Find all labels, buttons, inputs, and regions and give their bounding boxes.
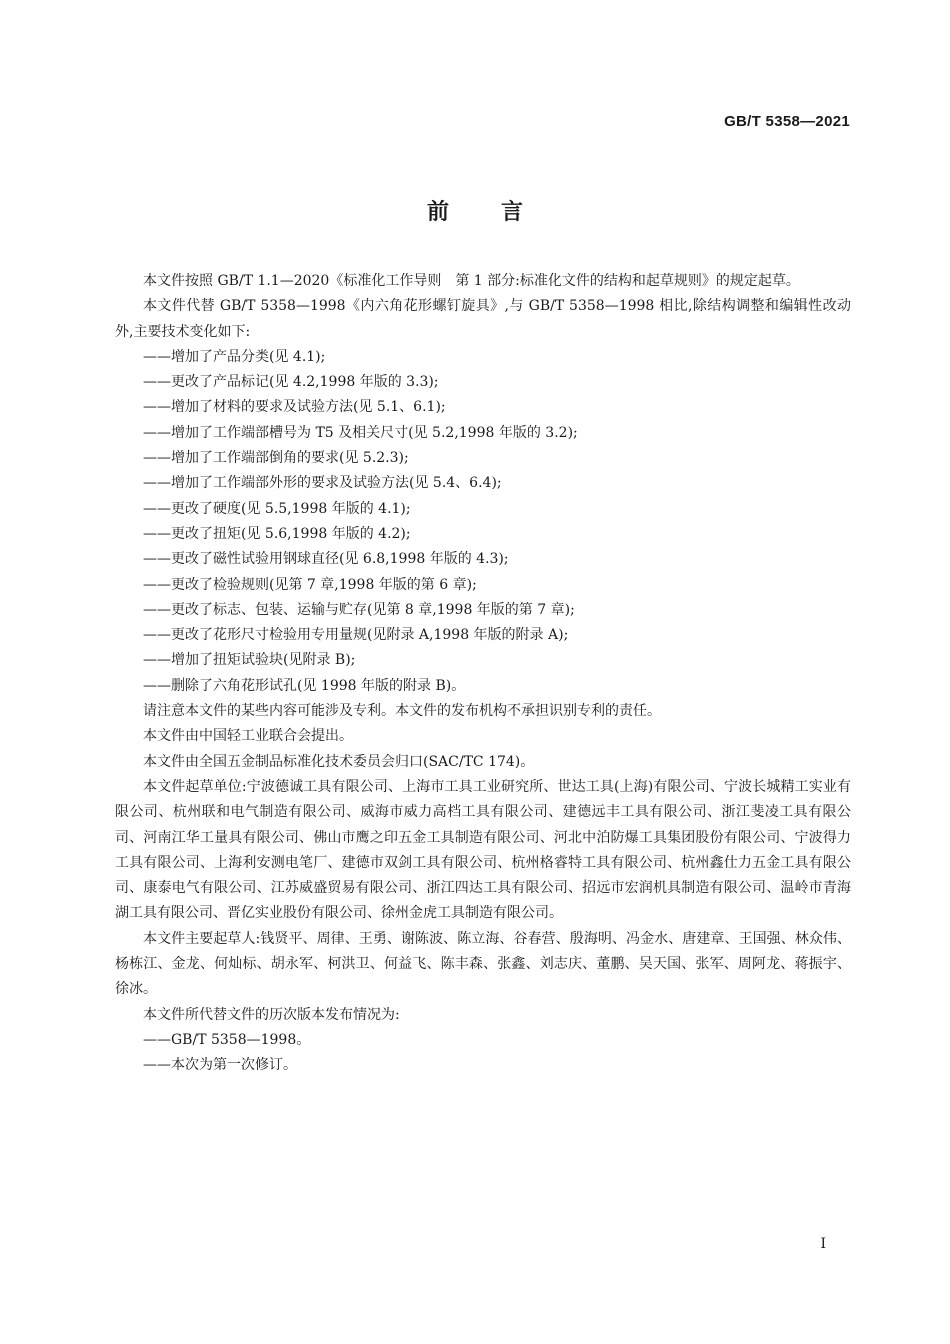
paragraph-drafters: 本文件主要起草人:钱贤平、周律、王勇、谢陈波、陈立海、谷春营、殷海明、冯金水、唐建章、王国强、林众伟、杨栋江、金龙、何灿标、胡永军、柯洪卫、何益飞、陈丰森、张鑫、刘志庆、董鹏、吴天国、张军、周阿龙、蒋振宇、徐冰。 [115,930,851,998]
page-title: 前言 [426,200,575,225]
change-item: ——增加了工作端部倒角的要求(见 5.2.3); [143,450,409,467]
change-item: ——更改了扭矩(见 5.6,1998 年版的 4.2); [143,525,411,542]
change-item: ——更改了花形尺寸检验用专用量规(见附录 A,1998 年版的附录 A); [143,627,569,644]
history-item: ——GB/T 5358—1998。 [143,1031,311,1048]
change-item: ——删除了六角花形试孔(见 1998 年版的附录 B)。 [143,677,466,694]
paragraph-drafting-basis: 本文件按照 GB/T 1.1—2020《标准化工作导则 第 1 部分:标准化文件的结构和起草规则》的规定起草。 [143,273,800,289]
change-item: ——增加了产品分类(见 4.1); [143,348,326,365]
paragraph-centralized: 本文件由全国五金制品标准化技术委员会归口(SAC/TC 174)。 [143,753,535,770]
paragraph-drafting-units: 本文件起草单位:宁波德诚工具有限公司、上海市工具工业研究所、世达工具(上海)有限公司、宁波长城精工实业有限公司、杭州联和电气制造有限公司、威海市威力高档工具有限公司、建德远丰工具有限公司、浙江斐凌工具有限公司、河南江华工量具有限公司、佛山市鹰之印五金工具制造有限公司、河北中泊防爆工具集团股份有限公司、宁波得力工具有限公司、上海利安测电笔厂、建德市双剑工具有限公司、杭州格睿特工具有限公司、杭州鑫仕力五金工具有限公司、康泰电气有限公司、江苏威盛贸易有限公司、浙江四达工具有限公司、招远市宏润机具制造有限公司、温岭市青海湖工具有限公司、晋亿实业股份有限公司、徐州金虎工具制造有限公司。 [115,778,851,922]
change-item: ——更改了检验规则(见第 7 章,1998 年版的第 6 章); [143,576,477,593]
paragraph-history-intro: 本文件所代替文件的历次版本发布情况为: [143,1006,400,1023]
foreword-body [115,269,851,1079]
paragraph-patent-notice: 请注意本文件的某些内容可能涉及专利。本文件的发布机构不承担识别专利的责任。 [143,703,661,720]
change-item: ——增加了工作端部外形的要求及试验方法(见 5.4、6.4); [143,475,502,492]
paragraph-proposer: 本文件由中国轻工业联合会提出。 [143,728,353,745]
document-code: GB/T 5358—2021 [724,113,850,130]
change-item: ——更改了硬度(见 5.5,1998 年版的 4.1); [143,500,411,517]
history-item: ——本次为第一次修订。 [143,1057,297,1074]
paragraph-replacement: 本文件代替 GB/T 5358—1998《内六角花形螺钉旋具》,与 GB/T 5358—1998 相比,除结构调整和编辑性改动外,主要技术变化如下: [115,298,851,340]
page-number: I [820,1236,826,1252]
change-item: ——更改了磁性试验用钢球直径(见 6.8,1998 年版的 4.3); [143,551,509,568]
change-item: ——增加了工作端部槽号为 T5 及相关尺寸(见 5.2,1998 年版的 3.2); [143,424,578,441]
change-item: ——增加了材料的要求及试验方法(见 5.1、6.1); [143,399,446,416]
change-item: ——更改了标志、包装、运输与贮存(见第 8 章,1998 年版的第 7 章); [143,601,575,618]
change-item: ——增加了扭矩试验块(见附录 B); [143,652,356,669]
change-item: ——更改了产品标记(见 4.2,1998 年版的 3.3); [143,374,439,391]
